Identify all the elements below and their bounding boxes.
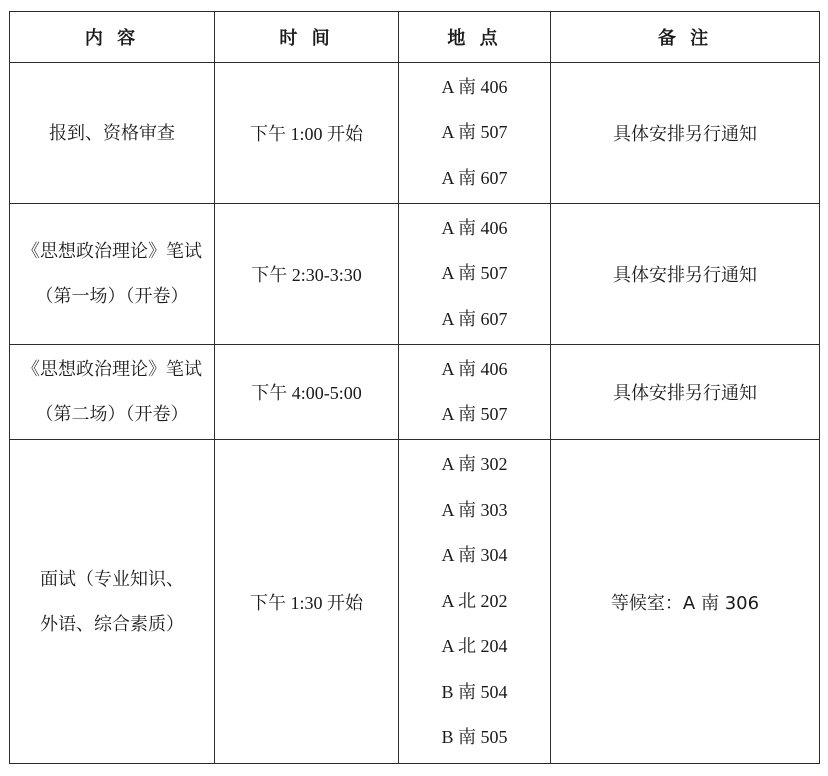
content-line: （第一场）（开卷） xyxy=(35,286,189,307)
place-item: A 南 406 xyxy=(441,217,508,238)
content-line: 《思想政治理论》笔试 xyxy=(22,359,202,380)
time-cell: 下午 1:30 开始 xyxy=(215,440,399,764)
place-item: A 北 204 xyxy=(441,636,508,657)
time-cell: 下午 2:30-3:30 xyxy=(215,204,399,345)
content-line: 报到、资格审查 xyxy=(49,122,175,144)
place-item: A 南 406 xyxy=(441,358,508,379)
header-note: 备 注 xyxy=(551,12,820,63)
place-item: A 南 304 xyxy=(441,545,508,566)
header-place: 地 点 xyxy=(399,12,551,63)
place-item: A 南 302 xyxy=(441,454,508,475)
place-cell xyxy=(399,63,551,204)
note-cell: 具体安排另行通知 xyxy=(551,204,820,345)
place-item: B 南 504 xyxy=(441,681,508,702)
place-cell xyxy=(399,204,551,345)
place-cell xyxy=(399,345,551,440)
place-item: A 南 406 xyxy=(441,76,508,97)
content-line: 面试（专业知识、 xyxy=(40,568,184,590)
place-item: A 北 202 xyxy=(441,590,508,611)
note-cell: 具体安排另行通知 xyxy=(551,345,820,440)
note-cell: 等候室：A 南 306 xyxy=(551,440,820,764)
table-row xyxy=(10,63,820,204)
time-cell: 下午 1:00 开始 xyxy=(215,63,399,204)
content-cell xyxy=(10,204,215,345)
place-item: A 南 507 xyxy=(441,122,508,143)
note-cell: 具体安排另行通知 xyxy=(551,63,820,204)
table-row xyxy=(10,204,820,345)
content-line: （第二场）（开卷） xyxy=(35,404,189,425)
place-cell xyxy=(399,440,551,764)
header-time: 时 间 xyxy=(215,12,399,63)
content-line: 《思想政治理论》笔试 xyxy=(22,241,202,262)
header-content: 内 容 xyxy=(10,12,215,63)
content-cell xyxy=(10,440,215,764)
content-cell xyxy=(10,63,215,204)
place-item: A 南 607 xyxy=(441,167,508,188)
schedule-table xyxy=(9,11,820,764)
content-line: 外语、综合素质） xyxy=(40,613,184,635)
place-item: A 南 303 xyxy=(441,499,508,520)
time-cell: 下午 4:00-5:00 xyxy=(215,345,399,440)
table-row xyxy=(10,440,820,764)
place-item: A 南 507 xyxy=(441,404,508,424)
place-item: A 南 507 xyxy=(441,263,508,284)
place-item: B 南 505 xyxy=(441,727,508,748)
place-item: A 南 607 xyxy=(441,308,508,329)
header-row xyxy=(10,12,820,63)
content-cell xyxy=(10,345,215,440)
table-row xyxy=(10,345,820,440)
